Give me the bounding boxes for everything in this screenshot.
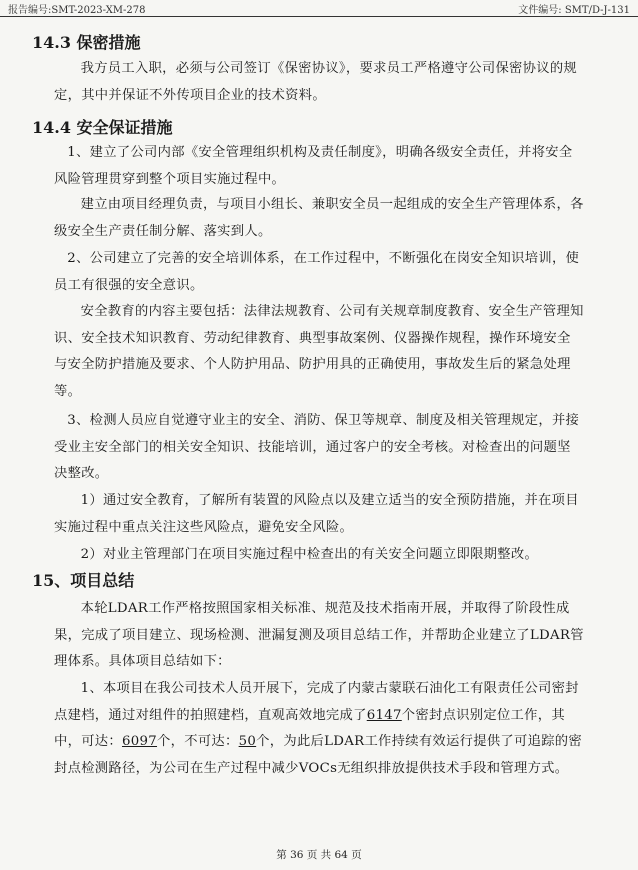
- report-number: 报告编号:SMT-2023-XM-278: [8, 5, 146, 16]
- summary-text-b: 个密封点识别定位工作，其中，可达：: [54, 707, 565, 749]
- page-number: 第 36 页 共 64 页: [276, 849, 362, 861]
- section-15-paragraph-2: [54, 676, 584, 782]
- summary-text-d: 个，为此后LDAR工作持续有效运行提供了可追踪的密封点检测路径，为公司在生产过程中减少VOCs无组织排放提供技术手段和管理方式。: [54, 734, 582, 776]
- section-14-4-title: 14.4 安全保证措施: [32, 118, 173, 137]
- summary-text-c: 个，不可达：: [157, 734, 239, 749]
- section-14-4-paragraph-7: 2）对业主管理部门在项目实施过程中检查出的有关安全问题立即限期整改。: [80, 547, 539, 562]
- section-14-4-paragraph-5: 3、检测人员应自觉遵守业主的安全、消防、保卫等规章、制度及相关管理规定，并接受业主安全部门的相关安全知识、技能培训，通过客户的安全考核。对检查出的问题坚决整改。: [54, 413, 580, 481]
- reachable-count: 6097: [121, 734, 158, 749]
- file-number: 文件编号: SMT/D-J-131: [518, 5, 630, 16]
- section-14-4-paragraph-6: 1）通过安全教育，了解所有装置的风险点以及建立适当的安全预防措施，并在项目实施过程中重点关注这些风险点，避免安全风险。: [54, 493, 579, 535]
- section-14-4-paragraph-3: 2、公司建立了完善的安全培训体系，在工作过程中，不断强化在岗安全知识培训，使员工有很强的安全意识。: [54, 251, 580, 293]
- section-14-4-paragraph-1: 1、建立了公司内部《安全管理组织机构及责任制度》，明确各级安全责任，并将安全风险管理贯穿到整个项目实施过程中。: [54, 145, 573, 187]
- section-14-3-paragraph: 我方员工入职，必须与公司签订《保密协议》，要求员工严格遵守公司保密协议的规定，其中并保证不外传项目企业的技术资料。: [54, 61, 578, 103]
- summary-text-a: 1、本项目在我公司技术人员开展下，完成了内蒙古蒙联石油化工有限责任公司密封点建档，通过对组件的拍照建档，直观高效地完成了: [54, 681, 579, 723]
- section-14-4-paragraph-2: 建立由项目经理负责，与项目小组长、兼职安全员一起组成的安全生产管理体系，各级安全生产责任制分解、落实到人。: [54, 197, 584, 239]
- page-header: [0, 0, 638, 17]
- section-14-3-title: 14.3 保密措施: [32, 33, 141, 52]
- unreachable-count: 50: [238, 734, 257, 749]
- section-14-4-paragraph-4: 安全教育的内容主要包括：法律法规教育、公司有关规章制度教育、安全生产管理知识、安全技术知识教育、劳动纪律教育、典型事故案例、仪器操作规程，操作环境安全与安全防护措施及要求、个人防护用品、防护用具的正确使用，事故发生后的紧急处理等。: [54, 304, 584, 399]
- total-seal-points: 6147: [366, 707, 402, 723]
- section-15-title: 15、项目总结: [32, 571, 135, 590]
- section-15-paragraph-1: 本轮LDAR工作严格按照国家相关标准、规范及技术指南开展，并取得了阶段性成果，完成了项目建立、现场检测、泄漏复测及项目总结工作，并帮助企业建立了LDAR管理体系。具体项目总结如下：: [54, 601, 584, 669]
